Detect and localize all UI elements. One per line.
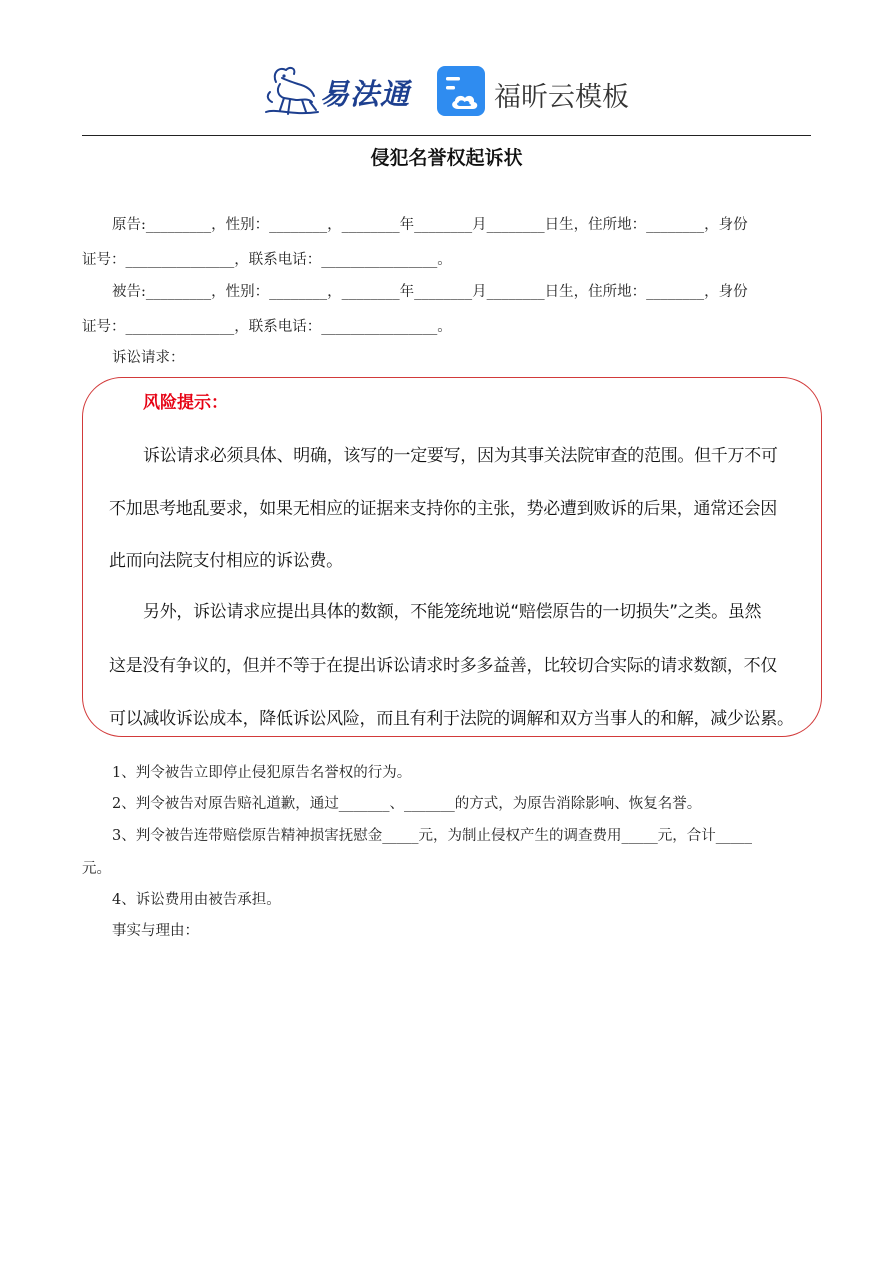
risk-tip-line: 这是没有争议的，但并不等于在提出诉讼请求时多多益善，比较切合实际的请求数额，不仅 (109, 656, 777, 676)
facts-heading: 事实与理由： (112, 923, 199, 939)
plaintiff-line-1: 原告:_________，性别：________，________年________月________日生，住所地：________，身份 (112, 217, 748, 233)
qilin-icon (262, 62, 322, 120)
fuxin-brand-text: 福昕云模板 (494, 82, 629, 113)
header (0, 58, 893, 122)
claim-item-3-line-1: 3、判令被告连带赔偿原告精神损害抚慰金_____元，为制止侵权产生的调查费用_____元，合计_____ (112, 828, 752, 844)
risk-tip-line: 诉讼请求必须具体、明确，该写的一定要写，因为其事关法院审查的范围。但千万不可 (143, 446, 778, 466)
fuxin-cloud-template-logo (436, 64, 636, 118)
header-divider (82, 135, 811, 136)
defendant-line-2: 证号：_______________，联系电话：________________。 (82, 319, 452, 335)
claims-heading: 诉讼请求： (112, 350, 185, 366)
document-title: 侵犯名誉权起诉状 (370, 147, 523, 169)
risk-tip-line: 另外，诉讼请求应提出具体的数额，不能笼统地说“赔偿原告的一切损失”之类。虽然 (143, 602, 762, 622)
risk-tip-line: 此而向法院支付相应的诉讼费。 (109, 551, 343, 571)
plaintiff-line-2: 证号：_______________，联系电话：________________。 (82, 252, 452, 268)
yifatong-logo (262, 62, 412, 118)
claim-item-3-line-2: 元。 (82, 861, 111, 877)
claim-item-4: 4、诉讼费用由被告承担。 (112, 892, 281, 908)
claim-item-2: 2、判令被告对原告赔礼道歉，通过_______、_______的方式，为原告消除影响、恢复名誉。 (112, 796, 702, 812)
risk-tip-line: 不加思考地乱要求，如果无相应的证据来支持你的主张，势必遭到败诉的后果，通常还会因 (109, 499, 777, 519)
defendant-line-1: 被告:_________，性别：________，________年________月________日生，住所地：________，身份 (112, 284, 748, 300)
risk-tip-line: 可以减收诉讼成本，降低诉讼风险，而且有利于法院的调解和双方当事人的和解，减少讼累。 (109, 709, 794, 729)
risk-tip-title: 风险提示： (143, 393, 228, 413)
yifatong-brand-text: 易法通 (320, 77, 411, 111)
cloud-document-icon (436, 65, 488, 117)
claim-item-1: 1、判令被告立即停止侵犯原告名誉权的行为。 (112, 765, 412, 781)
